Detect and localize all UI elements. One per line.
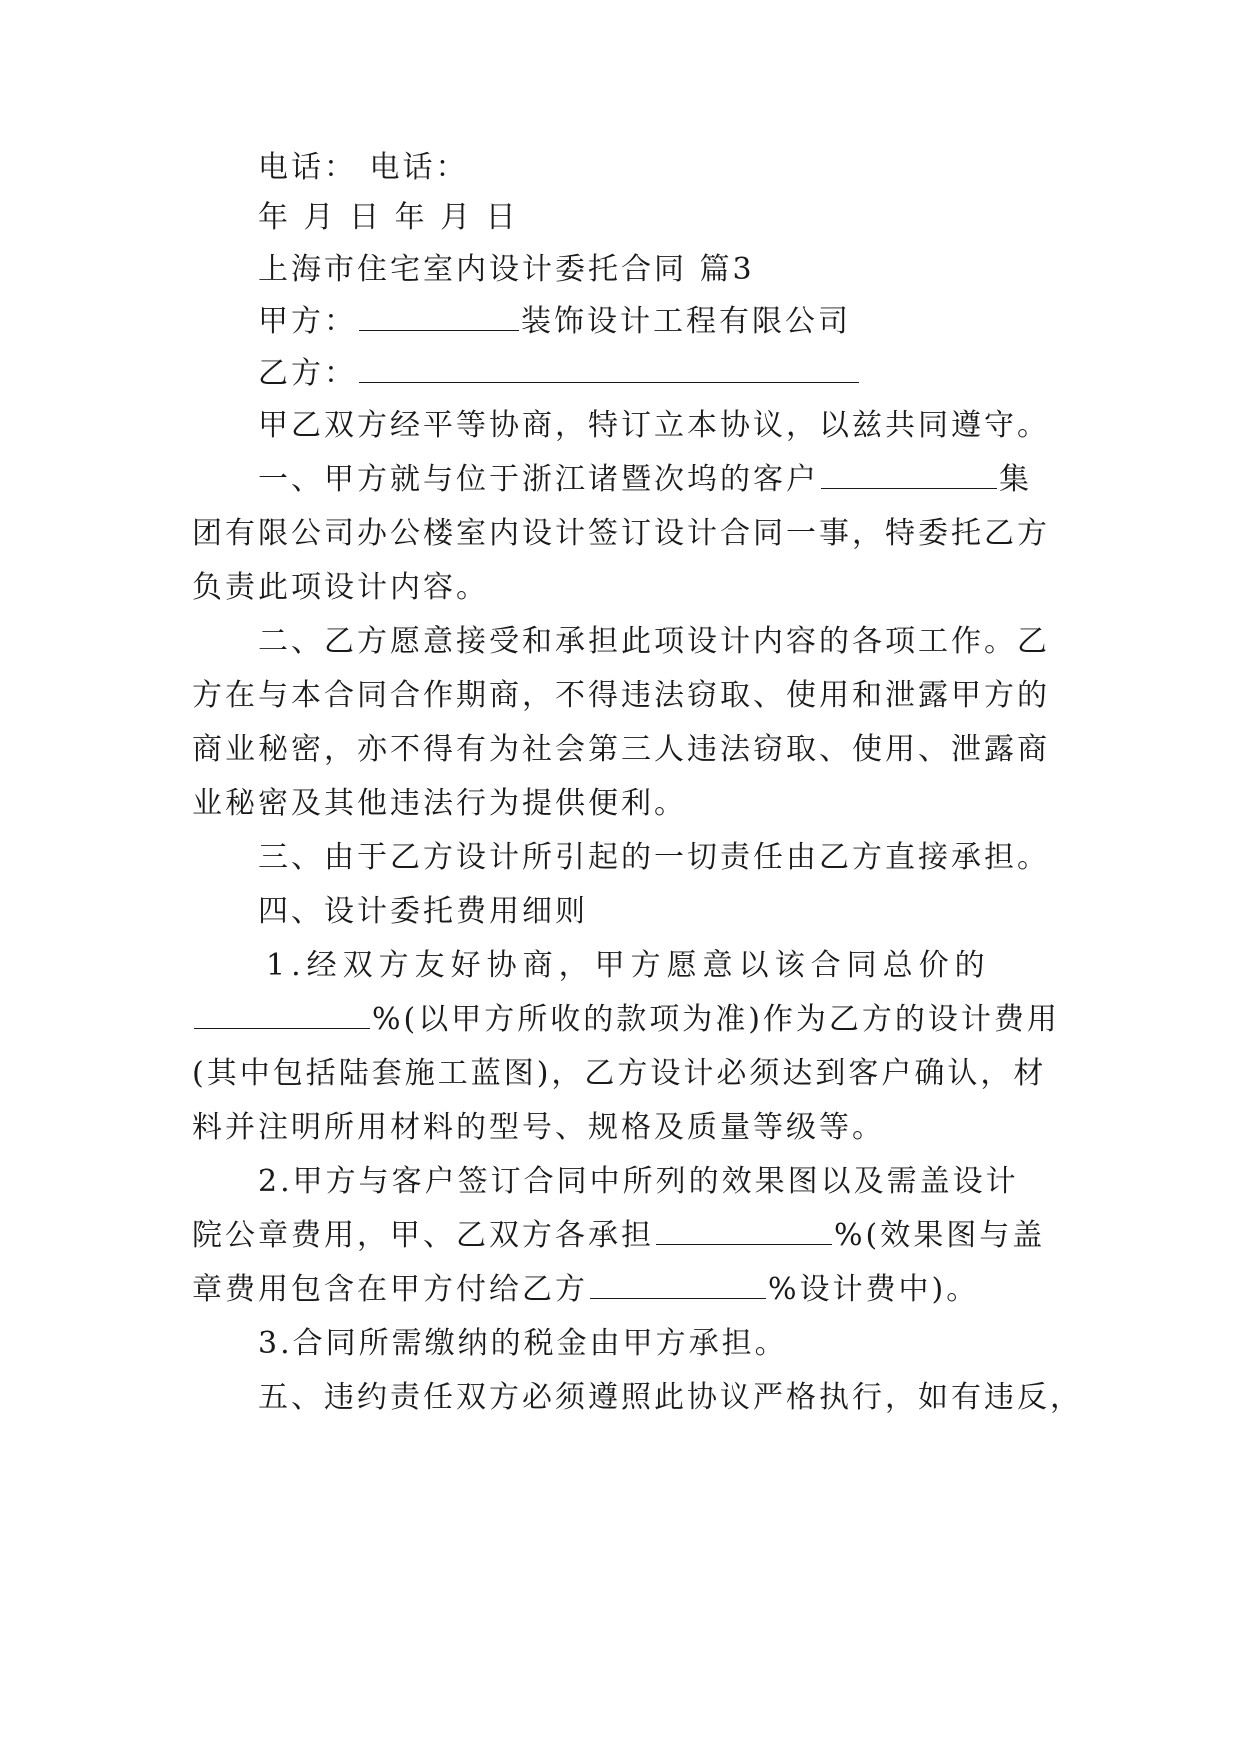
clause-4-2-text-3b: %设计费中)。 [768, 1272, 980, 1307]
clause-1-text-b: 集 [999, 462, 1032, 497]
clause-4-2-line-1 [258, 1162, 1019, 1202]
clause-5-text: 五、违约责任双方必须遵照此协议严格执行，如有违反， [258, 1380, 1083, 1415]
clause-1-text-3: 负责此项设计内容。 [192, 570, 489, 605]
clause-2-line-1 [258, 622, 1050, 662]
clause-4-2-text-2b: %(效果图与盖 [834, 1218, 1046, 1253]
clause-4-1-line-4 [192, 1108, 885, 1148]
party-a-blank [359, 302, 519, 331]
clause-4-2-text-3a: 章费用包含在甲方付给乙方 [192, 1272, 588, 1307]
design-fee-percent-blank [194, 1000, 370, 1029]
clause-1-text-2: 团有限公司办公楼室内设计签订设计合同一事，特委托乙方 [192, 516, 1050, 551]
clause-4-3-line [258, 1324, 788, 1364]
party-b-blank [359, 354, 859, 383]
clause-4-1-line-2 [192, 1000, 1060, 1040]
clause-4-2-line-2 [192, 1216, 1045, 1256]
contract-title-text: 上海市住宅室内设计委托合同 篇3 [258, 252, 755, 287]
client-name-blank [821, 460, 997, 489]
clause-4-1-text-3: (其中包括陆套施工蓝图)，乙方设计必须达到客户确认，材 [192, 1056, 1047, 1091]
clause-4-2-text-1: 2.甲方与客户签订合同中所列的效果图以及需盖设计 [258, 1164, 1019, 1199]
clause-1-line-2 [192, 514, 1050, 554]
clause-4-2-text-2a: 院公章费用，甲、乙双方各承担 [192, 1218, 654, 1253]
clause-2-text-3: 商业秘密，亦不得有为社会第三人违法窃取、使用、泄露商 [192, 732, 1050, 767]
clause-2-line-4 [192, 784, 687, 824]
clause-4-1-text-1: 1.经双方友好协商，甲方愿意以该合同总价的 [266, 948, 991, 983]
party-b-label: 乙方： [258, 356, 357, 391]
clause-2-line-3 [192, 730, 1050, 770]
intro-line [258, 406, 1050, 446]
clause-2-line-2 [192, 676, 1050, 716]
clause-4-1-line-3 [192, 1054, 1046, 1094]
clause-2-text-4: 业秘密及其他违法行为提供便利。 [192, 786, 687, 821]
clause-4-3-text: 3.合同所需缴纳的税金由甲方承担。 [258, 1326, 788, 1361]
design-fee-share-blank [590, 1270, 766, 1299]
clause-4-2-line-3 [192, 1270, 979, 1310]
phone-line [258, 148, 469, 188]
phone-text: 电话： 电话： [258, 150, 469, 185]
clause-4-text: 四、设计委托费用细则 [258, 894, 588, 929]
clause-4-1-text-2: %(以甲方所收的款项为准)作为乙方的设计费用 [372, 1002, 1060, 1037]
date-text: 年 月 日 年 月 日 [258, 200, 519, 235]
clause-2-text-2: 方在与本合同合作期商，不得违法窃取、使用和泄露甲方的 [192, 678, 1050, 713]
party-a-line [258, 302, 851, 342]
clause-1-line-1 [258, 460, 1032, 500]
date-line [258, 198, 519, 238]
clause-5-line-1 [258, 1378, 1083, 1418]
party-b-line [258, 354, 861, 394]
party-a-label: 甲方： [258, 304, 357, 339]
intro-text: 甲乙双方经平等协商，特订立本协议，以兹共同遵守。 [258, 408, 1050, 443]
shared-cost-percent-blank [656, 1216, 832, 1245]
clause-3-line [258, 838, 1050, 878]
clause-4-heading [258, 892, 588, 932]
clause-1-line-3 [192, 568, 489, 608]
contract-title [258, 250, 755, 290]
clause-2-text-1: 二、乙方愿意接受和承担此项设计内容的各项工作。乙 [258, 624, 1050, 659]
party-a-suffix: 装饰设计工程有限公司 [521, 304, 851, 339]
clause-3-text: 三、由于乙方设计所引起的一切责任由乙方直接承担。 [258, 840, 1050, 875]
clause-4-1-line-1 [266, 946, 991, 986]
clause-1-text-a: 一、甲方就与位于浙江诸暨次坞的客户 [258, 462, 819, 497]
clause-4-1-text-4: 料并注明所用材料的型号、规格及质量等级等。 [192, 1110, 885, 1145]
